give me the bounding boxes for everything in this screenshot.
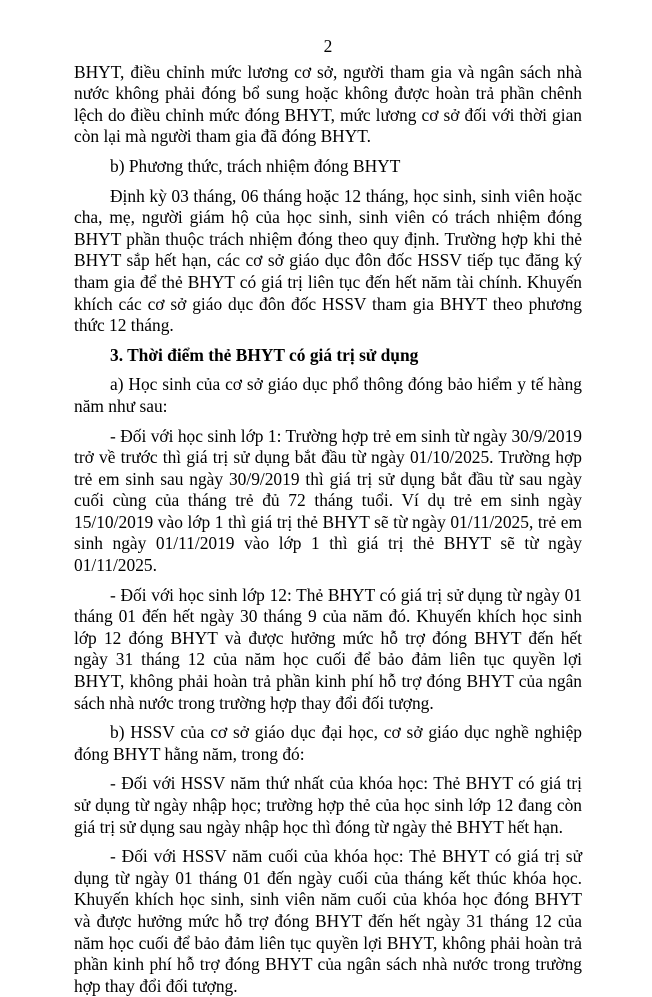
paragraph-continuation: BHYT, điều chỉnh mức lương cơ sở, người tham gia và ngân sách nhà nước không phải đóng bổ sung hoặc không được hoàn trả phần chênh lệch do điều chỉnh mức đóng BHYT, mức lương cơ sở đối với thời gian còn lại mà người tham gia đã đóng BHYT. [74,61,582,147]
page-number: 2 [323,36,333,56]
subsection-b-intro: b) HSSV của cơ sở giáo dục đại học, cơ sở giáo dục nghề nghiệp đóng BHYT hằng năm, trong đó: [74,722,582,764]
paragraph-grade-1: - Đối với học sinh lớp 1: Trường hợp trẻ em sinh từ ngày 30/9/2019 trở về trước thì giá trị sử dụng bắt đầu từ ngày 01/10/2025. Trường hợp trẻ em sinh sau ngày 30/9/2019 thì giá trị sử dụng bắt đầu từ sau ngày cuối cùng của tháng trẻ đủ 72 tháng tuổi. Ví dụ trẻ em sinh ngày 15/10/2019 vào lớp 1 thì giá trị thẻ BHYT sẽ từ ngày 01/11/2025, trẻ em sinh ngày 01/11/2019 vào lớp 1 thì giá trị thẻ BHYT sẽ từ ngày 01/11/2025. [74,425,582,576]
subsection-b-title: b) Phương thức, trách nhiệm đóng BHYT [110,155,401,176]
paragraph-payment-period: Định kỳ 03 tháng, 06 tháng hoặc 12 tháng, học sinh, sinh viên hoặc cha, mẹ, người giám hộ của học sinh, sinh viên có trách nhiệm đóng BHYT phần thuộc trách nhiệm đóng theo quy định. Trường hợp khi thẻ BHYT sắp hết hạn, các cơ sở giáo dục đôn đốc HSSV tiếp tục đăng ký tham gia để thẻ BHYT có giá trị liên tục đến hết năm tài chính. Khuyến khích các cơ sở giáo dục đôn đốc HSSV tham gia BHYT theo phương thức 12 tháng. [74,185,582,336]
paragraph-final-year: - Đối với HSSV năm cuối của khóa học: Thẻ BHYT có giá trị sử dụng từ ngày 01 tháng 01 đến ngày cuối của tháng kết thúc khóa học. Khuyến khích học sinh, sinh viên năm cuối của khóa học đóng BHYT và được hưởng mức hỗ trợ đóng BHYT đến hết ngày 31 tháng 12 của năm học cuối để bảo đảm liên tục quyền lợi BHYT, không phải hoàn trả phần kinh phí hỗ trợ đóng BHYT của ngân sách nhà nước trong trường hợp thay đổi đối tượng. [74,846,582,996]
paragraph-first-year: - Đối với HSSV năm thứ nhất của khóa học: Thẻ BHYT có giá trị sử dụng từ ngày nhập học; trường hợp thẻ của học sinh lớp 12 đang còn giá trị sử dụng sau ngày nhập học thì đóng từ ngày thẻ BHYT hết hạn. [74,773,582,837]
section-3-heading: 3. Thời điểm thẻ BHYT có giá trị sử dụng [110,344,419,365]
subsection-a-intro: a) Học sinh của cơ sở giáo dục phổ thông đóng bảo hiểm y tế hàng năm như sau: [74,374,582,416]
document-page [74,36,582,997]
paragraph-grade-12: - Đối với học sinh lớp 12: Thẻ BHYT có giá trị sử dụng từ ngày 01 tháng 01 đến hết ngày 30 tháng 9 của năm đó. Khuyến khích học sinh lớp 12 đóng BHYT và được hưởng mức hỗ trợ đóng BHYT đến hết ngày 31 tháng 12 của năm học cuối để bảo đảm liên tục quyền lợi BHYT, không phải hoàn trả phần kinh phí hỗ trợ đóng BHYT của ngân sách nhà nước trong trường hợp thay đổi đối tượng. [74,584,582,713]
